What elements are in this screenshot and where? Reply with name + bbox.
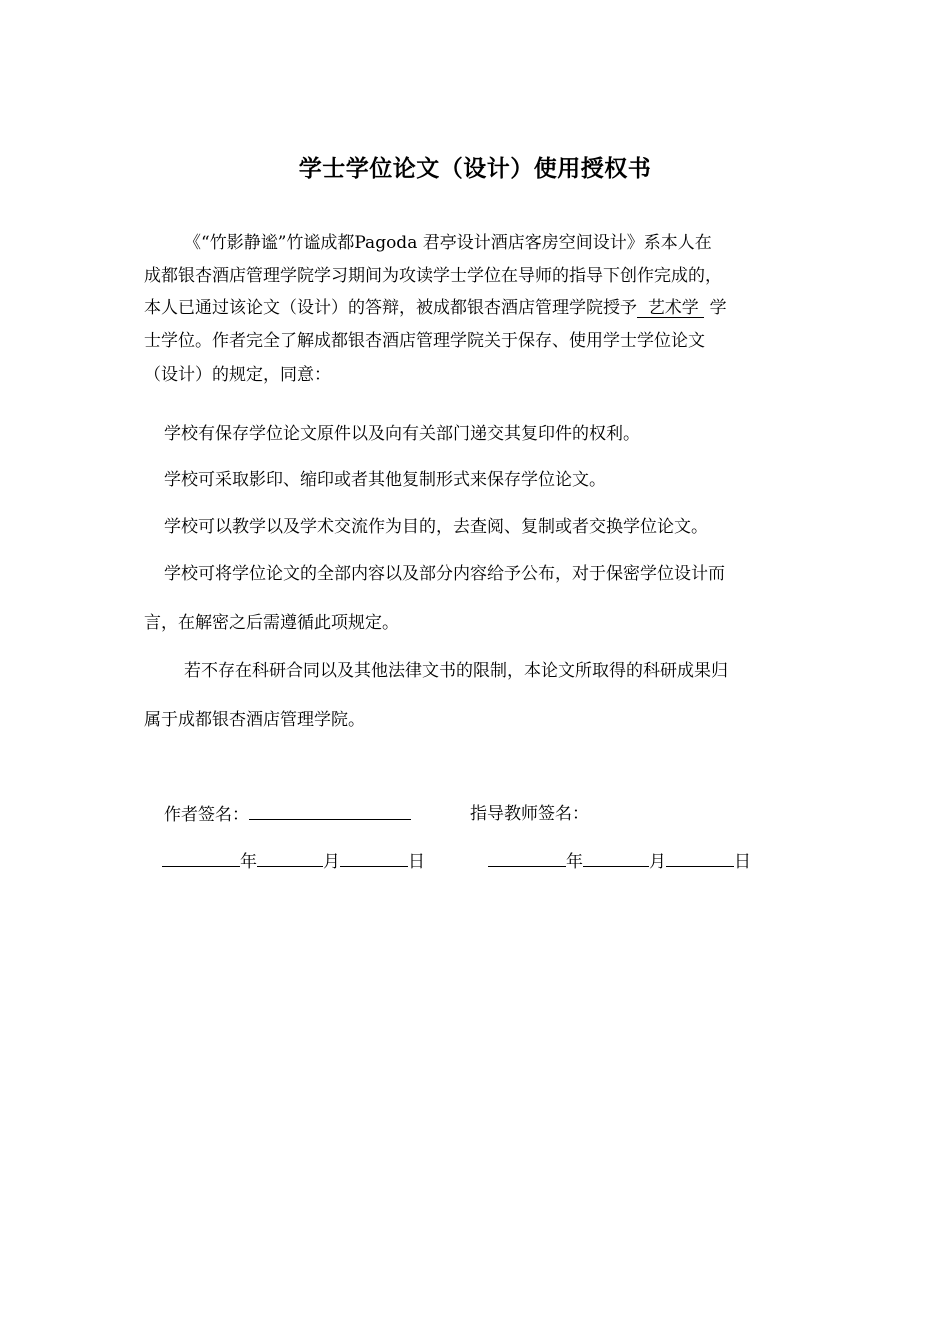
author-signature-label: 作者签名： xyxy=(164,805,249,825)
advisor-signature-label: 指导教师签名： xyxy=(470,804,589,824)
author-year-blank[interactable] xyxy=(162,850,240,867)
author-date-row xyxy=(162,850,425,873)
author-month-label: 月 xyxy=(323,852,340,872)
advisor-date-row xyxy=(488,850,751,873)
advisor-year-label: 年 xyxy=(566,852,583,872)
clause-3: 学校可以教学以及学术交流作为目的，去查阅、复制或者交换学位论文。 xyxy=(164,517,708,537)
clause-2: 学校可采取影印、缩印或者其他复制形式来保存学位论文。 xyxy=(164,470,606,490)
intro-line-3 xyxy=(144,297,727,319)
clause-4: 学校可将学位论文的全部内容以及部分内容给予公布，对于保密学位设计而 xyxy=(164,564,725,584)
degree-suffix: 学 xyxy=(709,298,727,318)
intro-line-4: 士学位。作者完全了解成都银杏酒店管理学院关于保存、使用学士学位论文 xyxy=(144,331,705,351)
author-day-blank[interactable] xyxy=(340,850,408,867)
intro-line-1: 《“竹影静谧”竹谧成都Pagoda 君亭设计酒店客房空间设计》系本人在 xyxy=(184,233,712,253)
closing-line-2: 属于成都银杏酒店管理学院。 xyxy=(144,710,365,730)
author-signature-line[interactable] xyxy=(249,803,411,820)
author-year-label: 年 xyxy=(240,852,257,872)
advisor-day-blank[interactable] xyxy=(666,850,734,867)
advisor-month-label: 月 xyxy=(649,852,666,872)
degree-field xyxy=(637,299,704,318)
author-day-label: 日 xyxy=(408,852,425,872)
intro-line-3-text: 本人已通过该论文（设计）的答辩，被成都银杏酒店管理学院授予 xyxy=(144,298,637,318)
advisor-month-blank[interactable] xyxy=(583,850,649,867)
advisor-day-label: 日 xyxy=(734,852,751,872)
degree-value: 艺术学 xyxy=(647,298,699,318)
clause-1: 学校有保存学位论文原件以及向有关部门递交其复印件的权利。 xyxy=(164,424,640,444)
intro-line-5: （设计）的规定，同意： xyxy=(144,365,331,385)
page-title: 学士学位论文（设计）使用授权书 xyxy=(298,156,652,182)
intro-line-2: 成都银杏酒店管理学院学习期间为攻读学士学位在导师的指导下创作完成的， xyxy=(144,266,722,286)
clause-4-continued: 言，在解密之后需遵循此项规定。 xyxy=(144,613,399,633)
closing-line-1: 若不存在科研合同以及其他法律文书的限制，本论文所取得的科研成果归 xyxy=(184,661,728,681)
author-month-blank[interactable] xyxy=(257,850,323,867)
author-signature-row xyxy=(164,803,411,826)
advisor-year-blank[interactable] xyxy=(488,850,566,867)
advisor-signature-row xyxy=(470,803,589,825)
